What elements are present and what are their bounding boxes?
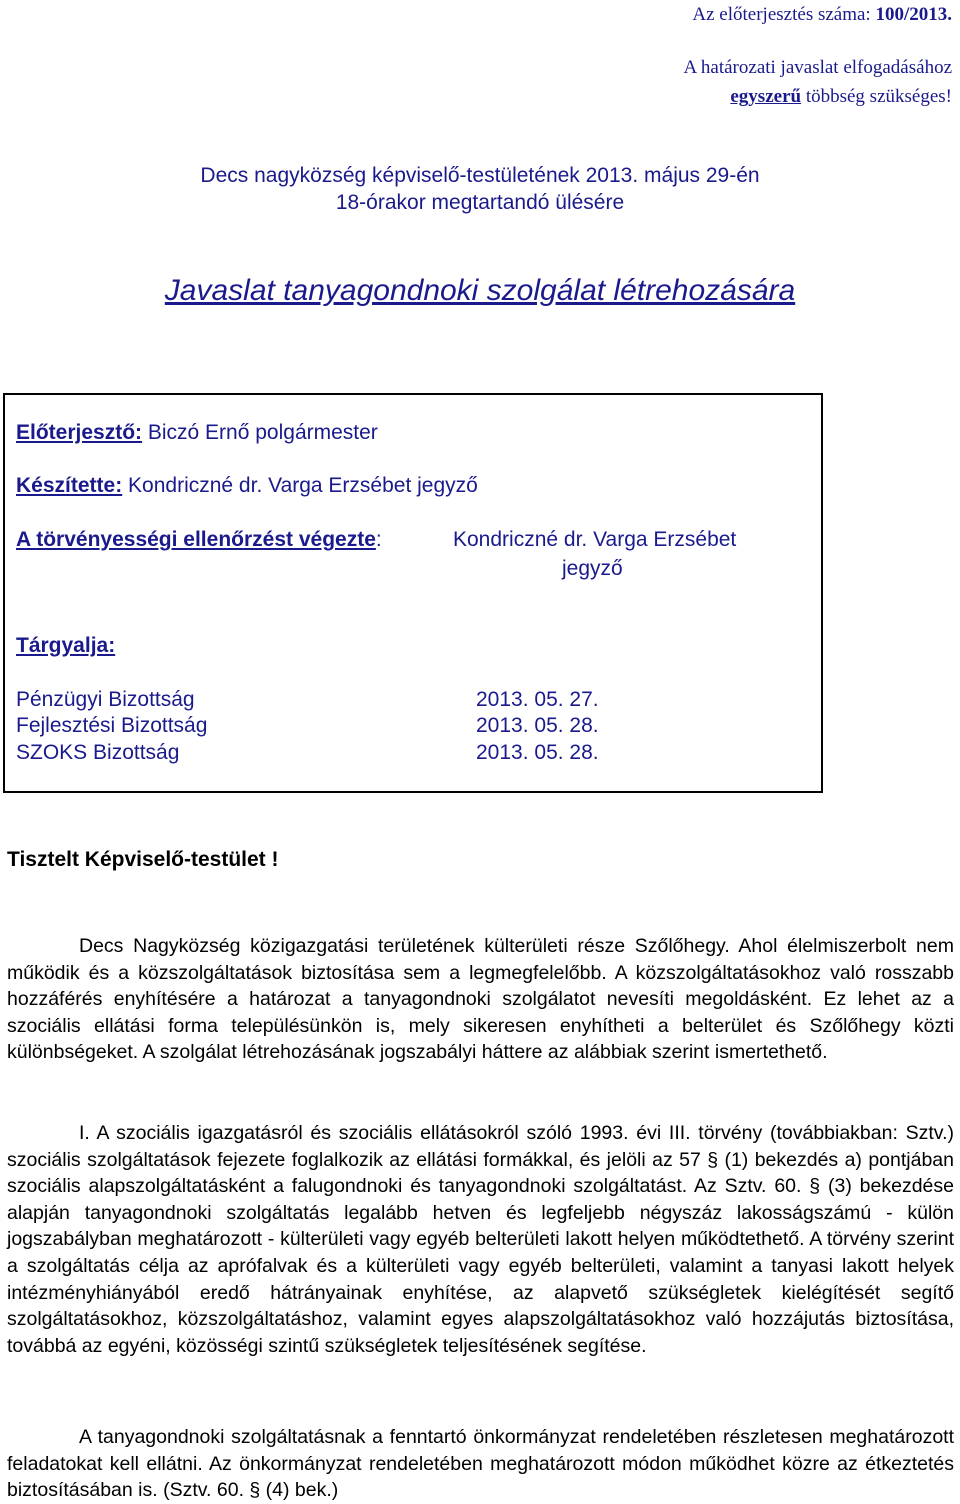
committee-date: 2013. 05. 28. — [476, 714, 599, 737]
prepared-row: Készítette: Kondriczné dr. Varga Erzsébet jegyző — [16, 474, 478, 497]
committee-date: 2013. 05. 27. — [476, 688, 599, 711]
meeting-line-1: Decs nagyközség képviselő-testületének 2013. május 29-én — [200, 164, 760, 187]
legal-check-value: Kondriczné dr. Varga Erzsébet — [453, 528, 737, 551]
presenter-row: Előterjesztő: Biczó Ernő polgármester — [16, 421, 378, 444]
paragraph-3: A tanyagondnoki szolgáltatásnak a fenntartó önkormányzat rendeletében részletesen meghatározott feladatokat kell ellátni. Az önkormányzat rendeletében meghatározott módon működhet közre az étkeztetés biztosításában is. (Sztv. 60. § (4) bek.) — [7, 1426, 954, 1502]
page-title: Javaslat tanyagondnoki szolgálat létrehozására — [164, 274, 796, 307]
legal-check-row: A törvényességi ellenőrzést végezte: — [16, 528, 382, 551]
salutation: Tisztelt Képviselő-testület ! — [7, 848, 279, 871]
meeting-line-2: 18-órakor megtartandó ülésére — [335, 191, 625, 214]
legal-check-value-2: jegyző — [562, 557, 623, 580]
proposal-number: Az előterjesztés száma: 100/2013. — [692, 4, 952, 25]
majority-note: A határozati javaslat elfogadásához egyszerű többség szükséges! — [683, 57, 952, 107]
paragraph-1: Decs Nagyközség közigazgatási területének külterületi része Szőlőhegy. Ahol élelmiszerbolt nem működik és a közszolgáltatások biztosítása sem a legmegfelelőbb. A közszolgáltatásokhoz való rosszabb hozzáférés enyhítésére a határozat a tanyagondnoki szolgálatot nevesíti megoldásként. Ez lehet az a szociális ellátási forma településünkön is, mely sikeresen enyhítheti a belterület és Szőlőhegy közti különbségeket. A szolgálat létrehozásának jogszabályi háttere az alábbiak szerint ismertethető. — [7, 935, 954, 1064]
paragraph-2: I. A szociális igazgatásról és szociális ellátásokról szóló 1993. évi III. törvény (továbbiakban: Sztv.) szociális szolgáltatások fejezete foglalkozik az ellátási formákkal, és jelöli az 57 § (1) bekezdés a) pontjában szociális alapszolgáltatásként a falugondnoki és tanyagondnoki szolgáltatást. Az Sztv. 60. § (3) bekezdése alapján tanyagondnoki szolgáltatás legalább hetven és legfeljebb négyszáz lakosságszámú - külön jogszabályban meghatározott - külterületi vagy egyéb belterületi lakott helyen működtethető. A törvény szerint a szolgáltatás célja az aprófalvak és a külterületi vagy egyéb belterületi, valamint a tanyasi lakott helyek intézményhiányából eredő hátrányainak enyhítése, az alapvető szükségletek kielégítését segítő szolgáltatásokhoz, közszolgáltatáshoz, valamint egyes alapszolgáltatásokhoz való hozzájutás biztosítása, továbbá az egyéni, közösségi szintű szükségletek teljesítésének segítése. — [7, 1122, 954, 1357]
committee-name: Fejlesztési Bizottság — [16, 714, 208, 737]
committee-date: 2013. 05. 28. — [476, 741, 599, 764]
discussed-label: Tárgyalja: — [16, 634, 116, 657]
committee-name: Pénzügyi Bizottság — [16, 688, 195, 711]
committee-name: SZOKS Bizottság — [16, 741, 180, 764]
